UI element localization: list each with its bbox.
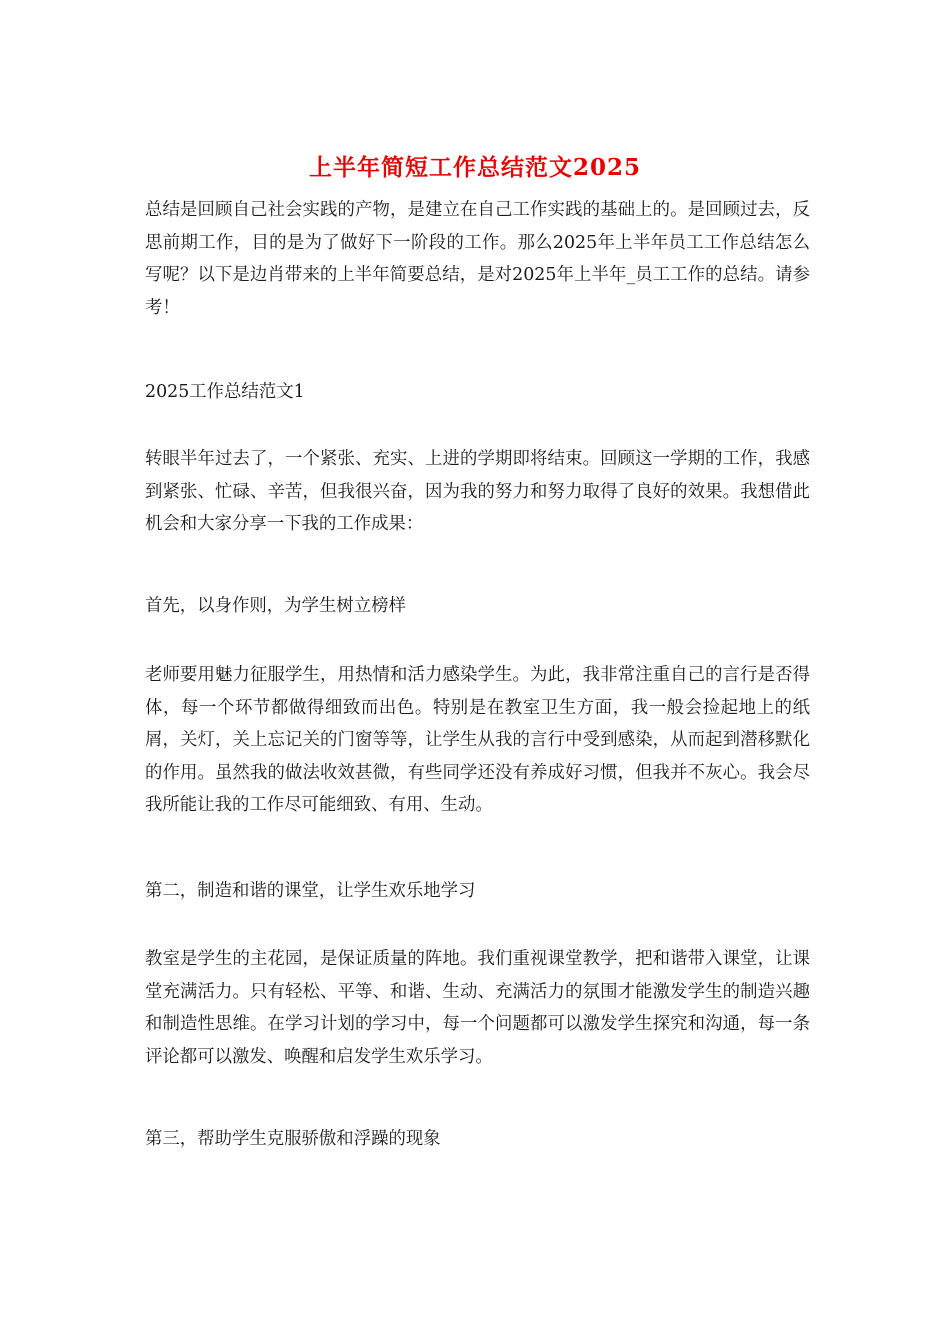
section-heading-second: 第二，制造和谐的课堂，让学生欢乐地学习 [145, 881, 476, 901]
paragraph-first: 老师要用魅力征服学生，用热情和活力感染学生。为此，我非常注重自己的言行是否得体，每一个环节都做得细致而出色。特别是在教室卫生方面，我一般会捡起地上的纸屑，关灯，关上忘记关的门窗等等，让学生从我的言行中受到感染，从而起到潜移默化的作用。虽然我的做法收效甚微，有些同学还没有养成好习惯，但我并不灰心。我会尽我所能让我的工作尽可能细致、有用、生动。 [145, 665, 810, 816]
section-heading-sample-1: 2025工作总结范文1 [145, 382, 305, 402]
intro-paragraph: 总结是回顾自己社会实践的产物，是建立在自己工作实践的基础上的。是回顾过去，反思前期工作，目的是为了做好下一阶段的工作。那么2025年上半年员工工作总结怎么写呢？以下是边肖带来的上半年简要总结，是对2025年上半年_员工工作的总结。请参考！ [145, 200, 810, 318]
paragraph-opening: 转眼半年过去了，一个紧张、充实、上进的学期即将结束。回顾这一学期的工作，我感到紧张、忙碌、辛苦，但我很兴奋，因为我的努力和努力取得了良好的效果。我想借此机会和大家分享一下我的工作成果： [145, 449, 810, 535]
section-heading-first: 首先，以身作则，为学生树立榜样 [145, 596, 406, 616]
document-title: 上半年简短工作总结范文2025 [308, 154, 641, 181]
paragraph-second: 教室是学生的主花园，是保证质量的阵地。我们重视课堂教学，把和谐带入课堂，让课堂充满活力。只有轻松、平等、和谐、生动、充满活力的氛围才能激发学生的制造兴趣和制造性思维。在学习计划的学习中，每一个问题都可以激发学生探究和沟通，每一条评论都可以激发、唤醒和启发学生欢乐学习。 [145, 949, 810, 1067]
section-heading-third: 第三，帮助学生克服骄傲和浮躁的现象 [145, 1129, 441, 1149]
